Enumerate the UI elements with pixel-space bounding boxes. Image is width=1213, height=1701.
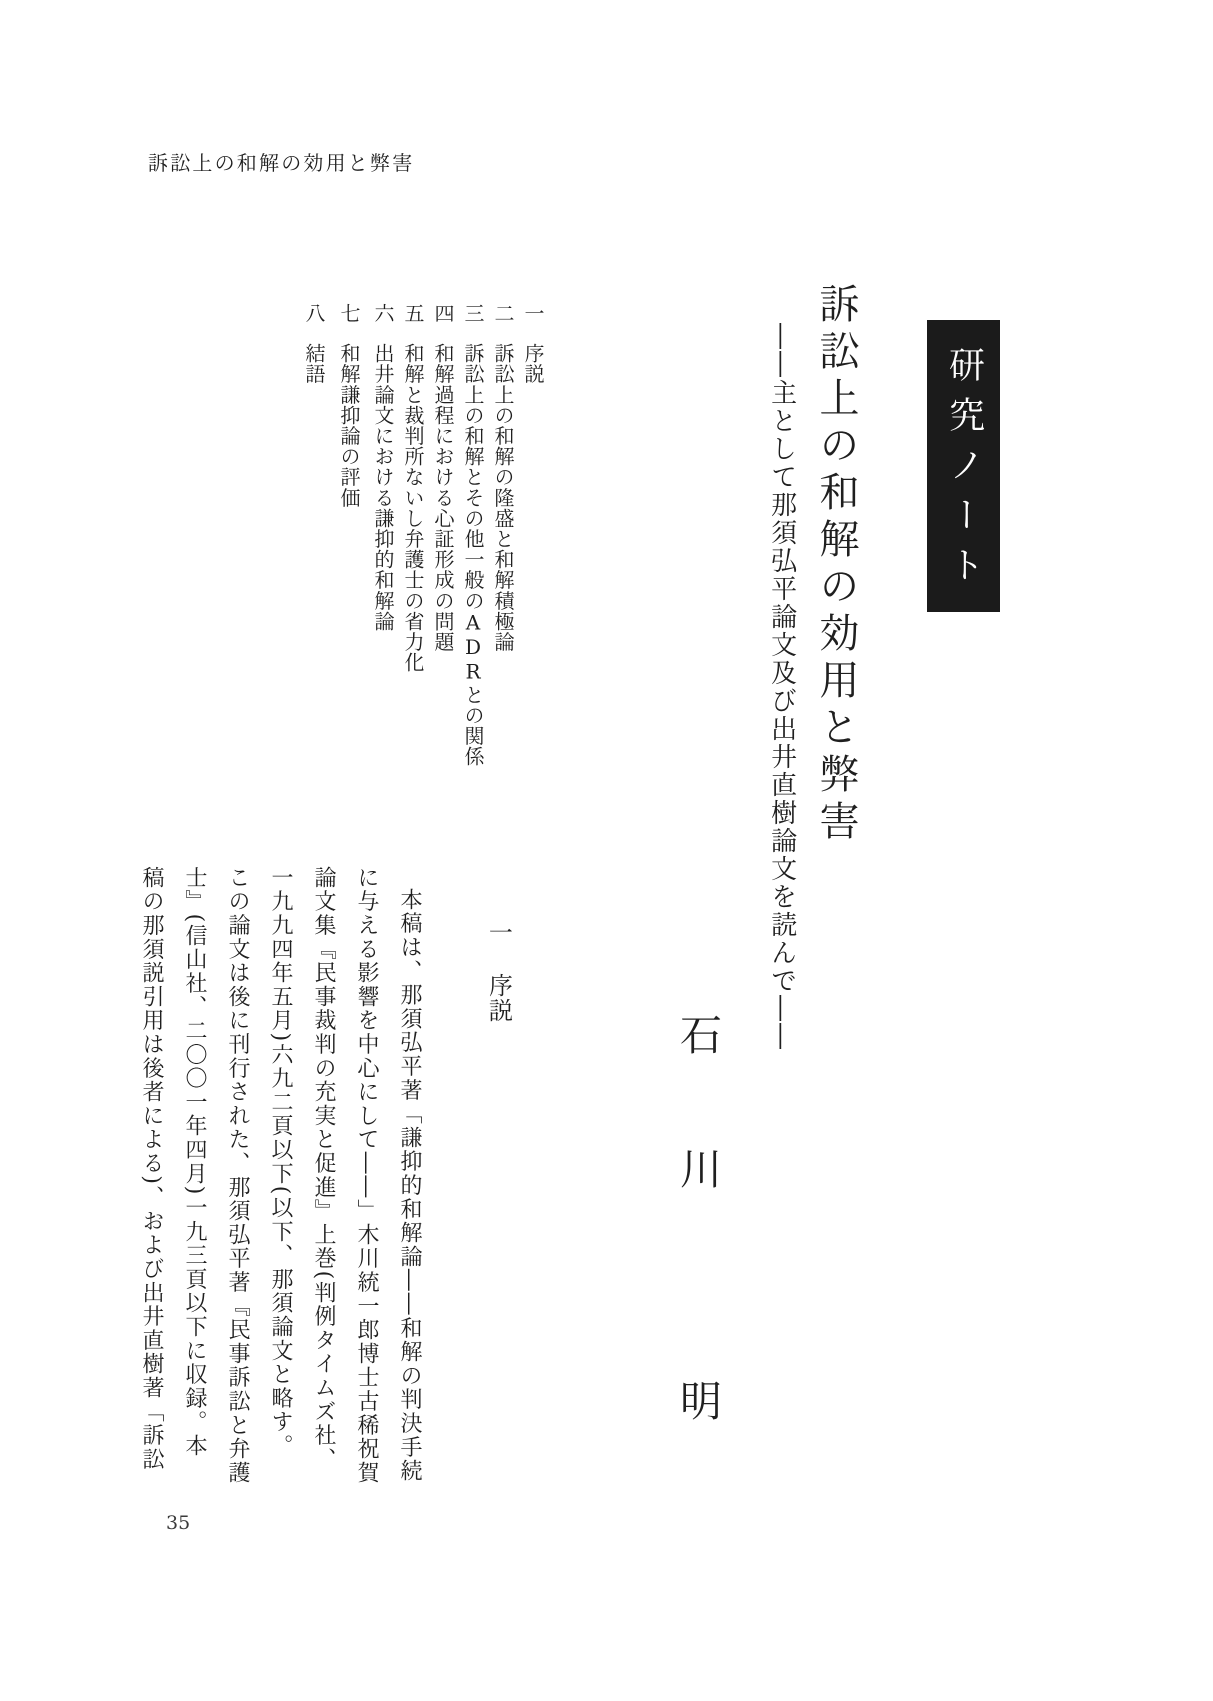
toc-number: 二	[491, 303, 515, 324]
toc-label: 和解と裁判所ないし弁護士の省力化	[401, 342, 425, 673]
toc-label: 和解過程における心証形成の問題	[431, 342, 455, 652]
toc-item-8	[298, 303, 329, 384]
toc-item-1	[517, 303, 548, 384]
toc-number: 五	[401, 303, 425, 324]
toc-number: 一	[521, 303, 545, 324]
toc-label: 訴訟上の和解とその他一般の	[461, 342, 485, 611]
author-name	[674, 1013, 723, 1421]
toc-label: 序説	[521, 342, 545, 384]
section-heading	[485, 920, 511, 1023]
intro-line-4: 一九九四年五月)六九二頁以下(以下、那須論文と略す。	[268, 866, 293, 1458]
article-title: 訴訟上の和解の効用と弊害	[813, 283, 859, 847]
intro-line-2: に与える影響を中心にして――」木川統一郎博士古稀祝賀	[354, 866, 379, 1485]
section-number: 一	[484, 920, 513, 945]
running-header: 訴訟上の和解の効用と弊害	[148, 151, 415, 175]
author-char-1: 石	[674, 1013, 723, 1055]
toc-item-6	[367, 303, 398, 631]
toc-item-4	[427, 303, 458, 652]
toc-label: 和解謙抑論の評価	[337, 342, 361, 508]
toc-number: 三	[461, 303, 485, 324]
toc-number: 六	[371, 303, 395, 324]
author-char-3: 明	[674, 1379, 723, 1421]
research-note-label-box	[927, 320, 1000, 612]
toc-label: 訴訟上の和解の隆盛と和解積極論	[491, 342, 515, 652]
intro-line-5: この論文は後に刊行された、那須弘平著『民事訴訟と弁護	[225, 866, 250, 1485]
toc-number: 四	[431, 303, 455, 324]
intro-paragraph	[130, 866, 431, 1488]
toc-label: 結語	[302, 342, 326, 384]
toc-item-3	[457, 303, 488, 767]
research-note-label: 研究ノート	[943, 346, 985, 596]
toc-label: 出井論文における謙抑的和解論	[371, 342, 395, 632]
intro-line-3: 論文集『民事裁判の充実と促進』上巻(判例タイムズ社、	[311, 866, 336, 1472]
article-subtitle: ――主として那須弘平論文及び出井直樹論文を読んで――	[766, 323, 797, 1051]
toc-label-latin: ADR	[461, 610, 485, 685]
toc-number: 七	[337, 303, 361, 324]
toc-item-7	[333, 303, 364, 507]
toc-number: 八	[302, 303, 326, 324]
page-number: 35	[166, 1512, 191, 1534]
author-char-2: 川	[674, 1147, 723, 1189]
toc-item-2	[487, 303, 518, 652]
toc-label-tail: との関係	[461, 684, 485, 767]
intro-line-6: 士』(信山社、二〇〇一年四月)一九三頁以下に収録。本	[182, 866, 207, 1458]
intro-line-1: 本稿は、那須弘平著「謙抑的和解論――和解の判決手続	[397, 888, 422, 1483]
intro-line-7: 稿の那須説引用は後者による)、および出井直樹著「訴訟	[139, 866, 164, 1472]
section-title: 序説	[484, 973, 513, 1023]
toc-item-5	[397, 303, 428, 672]
